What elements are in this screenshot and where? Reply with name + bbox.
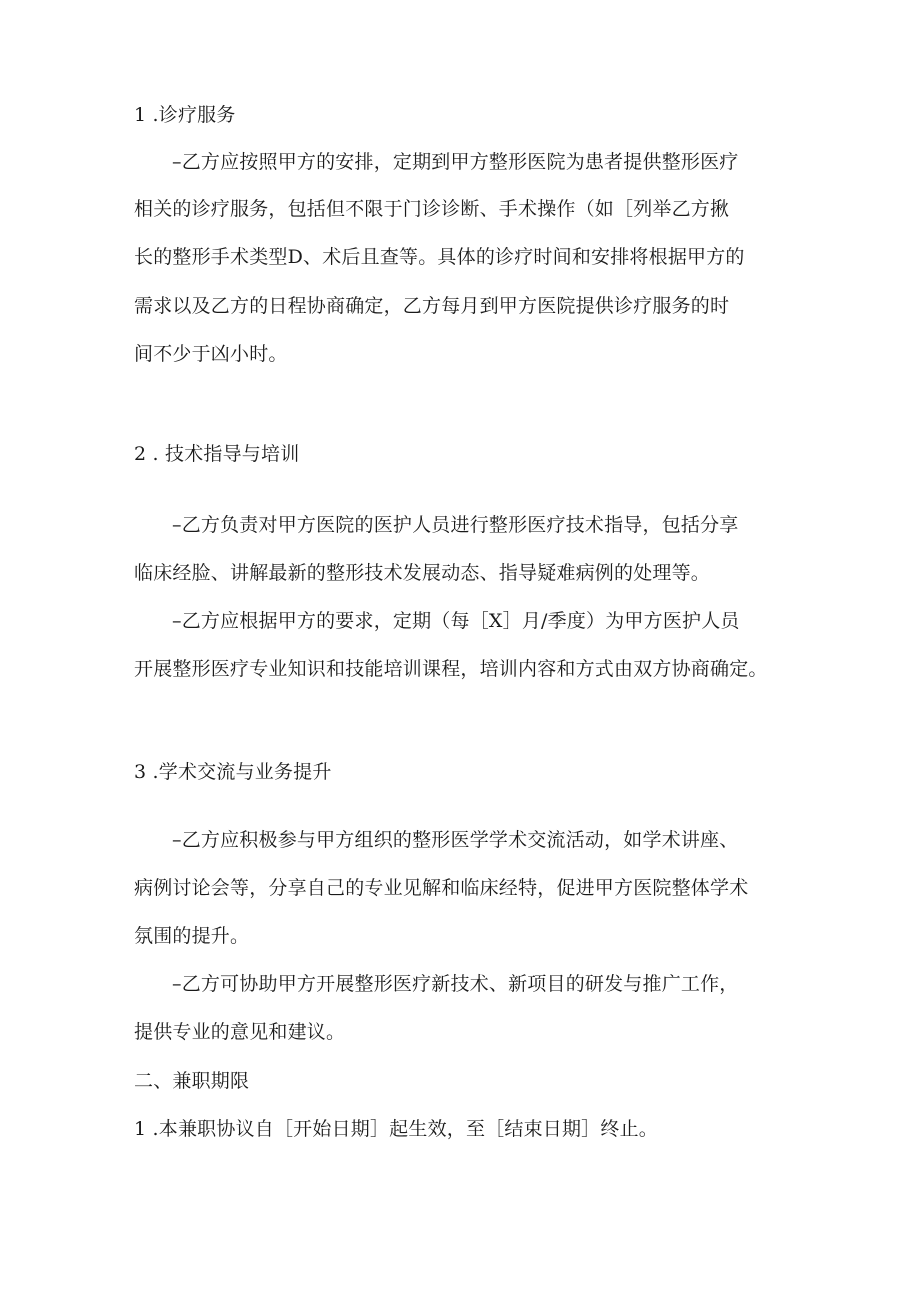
paragraph-line: –乙方可协助甲方开展整形医疗新技术、新项目的研发与推广工作，: [172, 973, 739, 995]
paragraph-line: 间不少于凶小时。: [134, 343, 288, 365]
paragraph-line: 提供专业的意见和建议。: [134, 1021, 346, 1043]
paragraph-line: 长的整形手术类型D、术后且查等。具体的诊疗时间和安排将根据甲方的: [134, 246, 745, 268]
paragraph-line: 氛围的提升。: [134, 925, 250, 947]
paragraph-line: 病例讨论会等，分享自己的专业见解和临床经特，促进甲方医院整体学术: [134, 877, 749, 899]
paragraph-line: 需求以及乙方的日程协商确定，乙方每月到甲方医院提供诊疗服务的时: [134, 295, 730, 317]
term-section-heading: 二、兼职期限: [134, 1070, 250, 1092]
paragraph-line: –乙方应根据甲方的要求，定期（每［X］月/季度）为甲方医护人员: [172, 610, 740, 632]
paragraph-line: 临床经脸、讲解最新的整形技术发展动态、指导疑难病例的处理等。: [134, 562, 711, 584]
paragraph-line: –乙方应按照甲方的安排，定期到甲方整形医院为患者提供整形医疗: [172, 151, 739, 173]
paragraph-line: –乙方应积极参与甲方组织的整形医学学术交流活动，如学术讲座、: [172, 829, 739, 851]
paragraph-line: 相关的诊疗服务，包括但不限于门诊诊断、手术操作（如［列举乙方揪: [134, 198, 730, 220]
paragraph-line: –乙方负责对甲方医院的医护人员进行整形医疗技术指导，包括分享: [172, 514, 739, 536]
section-heading-3: 3 .学术交流与业务提升: [134, 761, 332, 783]
section-heading-2: 2 . 技术指导与培训: [134, 443, 300, 465]
paragraph-line: 开展整形医疗专业知识和技能培训课程，培训内容和方式由双方协商确定。: [134, 658, 768, 680]
term-item-1: 1 .本兼职协议自［开始日期］起生效，至［结束日期］终止。: [134, 1118, 658, 1140]
section-heading-1: 1 .诊疗服务: [134, 104, 236, 126]
